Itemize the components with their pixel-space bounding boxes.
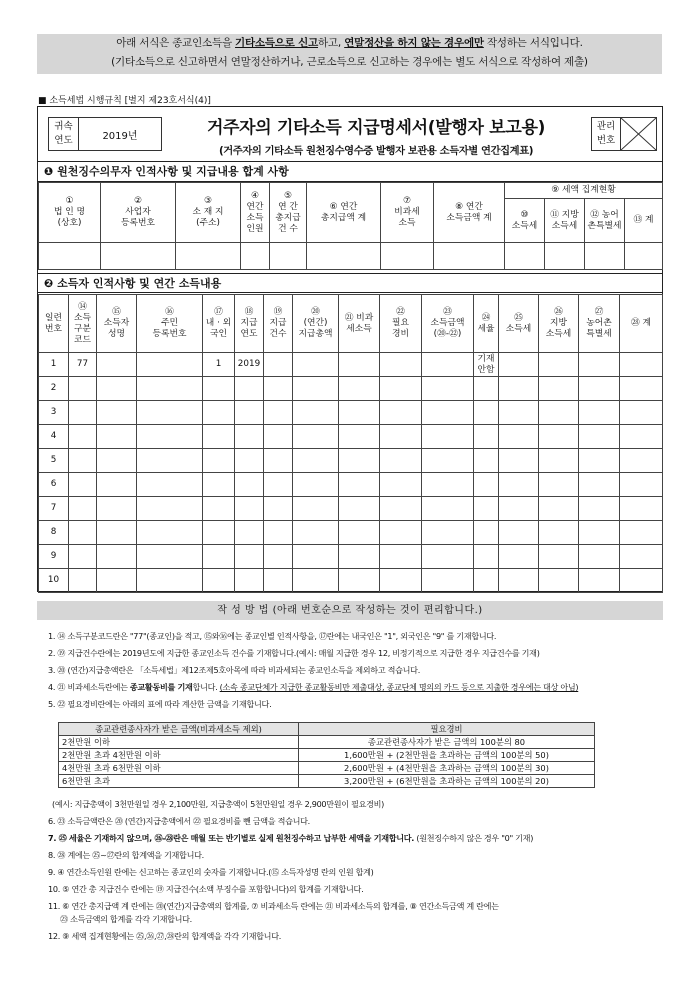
earner-cell[interactable]: [620, 449, 663, 473]
guide-item-6: 6. ㉓ 소득금액란은 ⑳ (연간)지급총액에서 ㉒ 필요경비를 뺀 금액을 적습니다.: [48, 816, 310, 826]
earner-cell[interactable]: [97, 521, 137, 545]
earner-cell[interactable]: [203, 473, 235, 497]
earner-cell[interactable]: [264, 401, 293, 425]
income-earner-table: [38, 294, 663, 593]
guide-item-5: 5. ㉒ 필요경비란에는 아래의 표에 따라 계산한 금액을 기재합니다.: [48, 699, 272, 709]
earner-cell[interactable]: [264, 425, 293, 449]
earner-cell[interactable]: [620, 569, 663, 593]
earner-cell[interactable]: [69, 545, 97, 569]
earner-cell[interactable]: [339, 473, 380, 497]
form-subtitle: (거주자의 기타소득 원천징수영수증 발행자 보관용 소득자별 연간집계표): [218, 145, 534, 157]
guide-emphasis: 7. ㉕ 세율은 기재하지 않으며, ㉖-㉘란은 매월 또는 반기별로 실제 원천징수하고 납부한 세액을 기재합니다.: [48, 833, 415, 843]
earner-cell[interactable]: [474, 425, 499, 449]
s2-header-cell: ㉔ 세율: [474, 295, 499, 353]
earner-cell[interactable]: [203, 401, 235, 425]
s2-header-cell: ㉗ 농어촌 특별세: [579, 295, 620, 353]
earner-cell[interactable]: [137, 521, 203, 545]
earner-cell[interactable]: [474, 473, 499, 497]
calc-range-cell: 2천만원 초과 4천만원 이하: [59, 749, 299, 762]
earner-cell[interactable]: [339, 353, 380, 377]
earner-cell[interactable]: [235, 377, 264, 401]
earner-row: [39, 521, 663, 545]
earner-cell[interactable]: [293, 497, 339, 521]
earner-cell[interactable]: [69, 569, 97, 593]
earner-cell[interactable]: [474, 377, 499, 401]
earner-cell[interactable]: [539, 401, 579, 425]
earner-cell[interactable]: [380, 473, 422, 497]
calc-expense-cell: 2,600만원 + (4천만원을 초과하는 금액의 100분의 30): [299, 762, 595, 775]
row-number: 2: [39, 377, 69, 401]
earner-cell[interactable]: [264, 497, 293, 521]
earner-cell[interactable]: [137, 377, 203, 401]
earner-cell[interactable]: [137, 545, 203, 569]
s1-entry-cell[interactable]: [381, 243, 434, 270]
calc-expense-cell: 3,200만원 + (6천만원을 초과하는 금액의 100분의 20): [299, 775, 595, 788]
s2-header-cell: ⑮ 소득자 성명: [97, 295, 137, 353]
guide-item-9: 9. ④ 연간소득인원 란에는 신고하는 종교인의 숫자를 기재합니다.(⑮ 소득자성명 란의 인원 합계): [48, 867, 374, 877]
s1-entry-cell[interactable]: [434, 243, 505, 270]
earner-cell[interactable]: [380, 569, 422, 593]
earner-cell[interactable]: [422, 449, 474, 473]
earner-cell[interactable]: [235, 569, 264, 593]
earner-cell[interactable]: [264, 569, 293, 593]
earner-cell[interactable]: [380, 449, 422, 473]
earner-cell[interactable]: 기재 안함: [474, 353, 499, 377]
s2-header-cell: ⑲ 지급 건수: [264, 295, 293, 353]
guide-item-2: 2. ⑲ 지급건수란에는 2019년도에 지급한 종교인소득 건수를 기재합니다.(예시: 매월 지급한 경우 12, 비정기적으로 지급한 경우 지급건수를 기재): [48, 648, 540, 658]
s2-header-cell: ⑱ 지급 연도: [235, 295, 264, 353]
earner-cell[interactable]: 1: [203, 353, 235, 377]
s1-header-cell: ③ 소 재 지 (주소): [176, 183, 241, 243]
s1-entry-cell[interactable]: [39, 243, 101, 270]
earner-cell[interactable]: [293, 353, 339, 377]
tax-summary-group-header: ⑨ 세액 집계현황: [505, 183, 663, 199]
row-number: 10: [39, 569, 69, 593]
s1-header-cell: ⑦ 비과세 소득: [381, 183, 434, 243]
earner-cell[interactable]: [380, 521, 422, 545]
earner-cell[interactable]: [499, 545, 539, 569]
s1-header-cell: ⑫ 농어 촌특별세: [585, 199, 625, 243]
earner-cell[interactable]: [579, 353, 620, 377]
earner-cell[interactable]: [137, 497, 203, 521]
notice-line-1: [37, 34, 662, 53]
earner-cell[interactable]: [499, 377, 539, 401]
guide-item-1: 1. ⑭ 소득구분코드란은 "77"(종교인)을 적고, ⑮와⑯에는 종교인별 인적사항을, ⑰란에는 내국인은 "1", 외국인은 "9" 를 기재합니다.: [48, 631, 497, 641]
earner-cell[interactable]: [203, 521, 235, 545]
earner-cell[interactable]: [235, 425, 264, 449]
earner-cell[interactable]: [97, 377, 137, 401]
s1-entry-cell[interactable]: [585, 243, 625, 270]
earner-cell[interactable]: [137, 353, 203, 377]
earner-cell[interactable]: [579, 377, 620, 401]
s1-header-cell: ⑩ 소득세: [505, 199, 545, 243]
earner-row: [39, 353, 663, 377]
earner-cell[interactable]: [339, 497, 380, 521]
row-number: 5: [39, 449, 69, 473]
calc-expense-cell: 종교관련종사자가 받은 금액의 100분의 80: [299, 736, 595, 749]
earner-cell[interactable]: [339, 401, 380, 425]
earner-cell[interactable]: [620, 473, 663, 497]
earner-cell[interactable]: [137, 449, 203, 473]
earner-cell[interactable]: [380, 497, 422, 521]
earner-cell[interactable]: [539, 377, 579, 401]
earner-cell[interactable]: [499, 569, 539, 593]
earner-cell[interactable]: [264, 521, 293, 545]
earner-cell[interactable]: [380, 401, 422, 425]
earner-cell[interactable]: [97, 473, 137, 497]
earner-cell[interactable]: [499, 497, 539, 521]
earner-cell[interactable]: [97, 569, 137, 593]
s1-entry-cell[interactable]: [545, 243, 585, 270]
earner-cell[interactable]: [97, 497, 137, 521]
earner-cell[interactable]: [422, 569, 474, 593]
earner-cell[interactable]: [539, 425, 579, 449]
earner-cell[interactable]: [235, 497, 264, 521]
earner-cell[interactable]: [203, 545, 235, 569]
guide-item-11: 11. ⑥ 연간 총지급액 계 란에는 ⑳(연간)지급총액의 합계를, ⑦ 비과세소득 란에는 ㉑ 비과세소득의 합계를, ⑧ 연간소득금액 계 란에는: [48, 901, 499, 911]
earner-cell[interactable]: [579, 449, 620, 473]
attribution-year-value: 2019년: [102, 130, 138, 142]
section2-heading: ❷ 소득자 인적사항 및 연간 소득내용: [38, 273, 662, 293]
earner-cell[interactable]: [203, 569, 235, 593]
earner-cell[interactable]: [137, 473, 203, 497]
notice-emphasis: 연말정산을 하지 않는 경우에만: [344, 37, 484, 49]
s2-header-row: [39, 295, 663, 353]
earner-cell[interactable]: [474, 569, 499, 593]
s2-header-cell: ㉓ 소득금액 (⑳-㉒): [422, 295, 474, 353]
guide-example: (예시: 지급총액이 3천만원일 경우 2,100만원, 지급총액이 5천만원일 경우 2,900만원이 필요경비): [52, 799, 385, 809]
earner-row: [39, 449, 663, 473]
earner-cell[interactable]: [293, 425, 339, 449]
earner-cell[interactable]: [293, 569, 339, 593]
attribution-year-label: 귀속 연도: [49, 118, 79, 150]
earner-cell[interactable]: [235, 473, 264, 497]
earner-cell[interactable]: [293, 449, 339, 473]
earner-cell[interactable]: [539, 569, 579, 593]
s1-entry-cell[interactable]: [101, 243, 176, 270]
earner-cell[interactable]: [422, 425, 474, 449]
earner-cell[interactable]: [264, 353, 293, 377]
earner-cell[interactable]: [69, 473, 97, 497]
s2-body: [39, 353, 663, 593]
s1-header-cell: ② 사업자 등록번호: [101, 183, 176, 243]
guide-item-10: 10. ⑤ 연간 총 지급건수 란에는 ⑲ 지급건수(소액 부징수를 포함합니다)의 합계를 기재합니다.: [48, 884, 364, 894]
earner-cell[interactable]: [539, 545, 579, 569]
calc-header-cell: 필요경비: [299, 723, 595, 736]
cross-mark-icon: [621, 118, 656, 150]
earner-cell[interactable]: [499, 353, 539, 377]
earner-cell[interactable]: [264, 377, 293, 401]
earner-cell[interactable]: [579, 401, 620, 425]
earner-cell[interactable]: 2019: [235, 353, 264, 377]
earner-cell[interactable]: [620, 425, 663, 449]
s1-data-row: [39, 243, 663, 270]
earner-row: [39, 497, 663, 521]
management-number-label: 관리 번호: [592, 118, 621, 150]
form-header: [38, 107, 662, 162]
earner-cell[interactable]: [539, 449, 579, 473]
earner-cell[interactable]: [620, 545, 663, 569]
row-number: 3: [39, 401, 69, 425]
earner-cell[interactable]: [293, 473, 339, 497]
guide-item-4: [48, 682, 668, 693]
s2-header-cell: ㉕ 소득세: [499, 295, 539, 353]
s1-header-cell: ⑥ 연간 총지급액 계: [307, 183, 381, 243]
earner-cell[interactable]: [97, 353, 137, 377]
guide-underline: (소속 종교단체가 지급한 종교활동비만 제출대상, 종교단체 명의의 카드 등으로 지출한 경우에는 대상 아님): [219, 682, 579, 692]
guide-text: (원천징수하지 않은 경우 "0" 기재): [414, 833, 534, 843]
form-title: 거주자의 기타소득 지급명세서(발행자 보고용): [206, 118, 546, 138]
calc-header-cell: 종교관련종사자가 받은 금액(비과세소득 제외): [59, 723, 299, 736]
notice-text: 하고,: [318, 37, 345, 49]
earner-cell[interactable]: [579, 521, 620, 545]
calc-range-cell: 6천만원 초과: [59, 775, 299, 788]
earner-cell[interactable]: [539, 521, 579, 545]
calc-range-cell: 2천만원 이하: [59, 736, 299, 749]
earner-row: [39, 425, 663, 449]
statement-form: [37, 106, 663, 592]
earner-cell[interactable]: [293, 401, 339, 425]
earner-row: [39, 473, 663, 497]
earner-cell[interactable]: [264, 473, 293, 497]
earner-cell[interactable]: [539, 497, 579, 521]
earner-cell[interactable]: [579, 473, 620, 497]
earner-cell[interactable]: [474, 401, 499, 425]
earner-cell[interactable]: [69, 401, 97, 425]
earner-cell[interactable]: [620, 353, 663, 377]
earner-cell[interactable]: [235, 521, 264, 545]
earner-row: [39, 377, 663, 401]
earner-row: [39, 569, 663, 593]
earner-cell[interactable]: [339, 449, 380, 473]
earner-cell[interactable]: [203, 449, 235, 473]
earner-cell[interactable]: [339, 569, 380, 593]
notice-text: 아래 서식은 종교인소득을: [116, 37, 236, 49]
row-number: 9: [39, 545, 69, 569]
earner-cell[interactable]: [293, 521, 339, 545]
earner-cell[interactable]: [380, 353, 422, 377]
earner-cell[interactable]: [579, 545, 620, 569]
notice-banner: [37, 34, 662, 74]
s1-header-cell: ⑤ 연 간 총지급 건 수: [270, 183, 307, 243]
earner-cell[interactable]: [579, 497, 620, 521]
guide-emphasis: 종교활동비를 기재: [129, 682, 193, 692]
earner-cell[interactable]: [499, 521, 539, 545]
s1-header-cell: ⑪ 지방 소득세: [545, 199, 585, 243]
earner-cell[interactable]: [97, 449, 137, 473]
earner-cell[interactable]: 77: [69, 353, 97, 377]
section1-heading: ❶ 원천징수의무자 인적사항 및 지급내용 합계 사항: [38, 162, 662, 182]
row-number: 1: [39, 353, 69, 377]
earner-cell[interactable]: [69, 521, 97, 545]
legal-reference: ■ 소득세법 시행규칙 [별지 제23호서식(4)]: [38, 96, 211, 106]
earner-cell[interactable]: [474, 449, 499, 473]
earner-cell[interactable]: [293, 545, 339, 569]
notice-text: 작성하는 서식입니다.: [483, 37, 583, 49]
earner-cell[interactable]: [203, 425, 235, 449]
earner-cell[interactable]: [380, 545, 422, 569]
earner-cell[interactable]: [499, 425, 539, 449]
s2-header-cell: 일련 번호: [39, 295, 69, 353]
earner-cell[interactable]: [422, 401, 474, 425]
earner-cell[interactable]: [474, 497, 499, 521]
s1-entry-cell[interactable]: [505, 243, 545, 270]
guide-heading: 작 성 방 법 (아래 번호순으로 작성하는 것이 편리합니다.): [37, 601, 663, 620]
s2-header-cell: ⑰ 내 · 외 국인: [203, 295, 235, 353]
s1-entry-cell[interactable]: [241, 243, 270, 270]
guide-item-8: 8. ㉘ 계에는 ㉕~㉗란의 합계액을 기재합니다.: [48, 850, 204, 860]
calc-expense-cell: 1,600만원 + (2천만원을 초과하는 금액의 100분의 50): [299, 749, 595, 762]
s1-entry-cell[interactable]: [270, 243, 307, 270]
s1-entry-cell[interactable]: [176, 243, 241, 270]
earner-cell[interactable]: [380, 377, 422, 401]
row-number: 7: [39, 497, 69, 521]
earner-cell[interactable]: [579, 569, 620, 593]
earner-cell[interactable]: [422, 377, 474, 401]
notice-emphasis: 기타소득으로 신고: [235, 37, 319, 49]
notice-line-2: (기타소득으로 신고하면서 연말정산하거나, 근로소득으로 신고하는 경우에는 별도 서식으로 작성하여 제출): [111, 56, 588, 68]
earner-cell[interactable]: [579, 425, 620, 449]
row-number: 8: [39, 521, 69, 545]
attribution-year-box: [48, 117, 162, 151]
earner-cell[interactable]: [203, 497, 235, 521]
s2-header-cell: ㉖ 지방 소득세: [539, 295, 579, 353]
earner-row: [39, 401, 663, 425]
earner-cell[interactable]: [620, 377, 663, 401]
earner-cell[interactable]: [499, 473, 539, 497]
earner-cell[interactable]: [339, 377, 380, 401]
guide-item-12: 12. ⑨ 세액 집계현황에는 ㉕,㉖,㉗,㉘란의 합계액을 각각 기재합니다.: [48, 931, 281, 941]
earner-cell[interactable]: [264, 449, 293, 473]
earner-cell[interactable]: [620, 401, 663, 425]
s1-entry-cell[interactable]: [625, 243, 663, 270]
earner-cell[interactable]: [203, 377, 235, 401]
management-number-crossed-box: [621, 118, 656, 150]
earner-cell[interactable]: [422, 521, 474, 545]
earner-cell[interactable]: [539, 353, 579, 377]
earner-cell[interactable]: [97, 425, 137, 449]
guide-text: 합니다.: [192, 682, 220, 692]
earner-cell[interactable]: [235, 449, 264, 473]
earner-cell[interactable]: [422, 545, 474, 569]
earner-cell[interactable]: [474, 521, 499, 545]
earner-cell[interactable]: [620, 521, 663, 545]
s2-header-cell: ㉑ 비과 세소득: [339, 295, 380, 353]
earner-cell[interactable]: [499, 401, 539, 425]
management-number-box: [591, 117, 657, 151]
earner-row: [39, 545, 663, 569]
guide-item-3: 3. ⑳ (연간)지급총액란은 「소득세법」제12조제5호아목에 따라 비과세되는 종교인소득을 제외하고 적습니다.: [48, 665, 420, 675]
s1-header-cell: ④ 연간 소득 인원: [241, 183, 270, 243]
earner-cell[interactable]: [339, 521, 380, 545]
earner-cell[interactable]: [474, 545, 499, 569]
earner-cell[interactable]: [69, 377, 97, 401]
earner-cell[interactable]: [422, 473, 474, 497]
earner-cell[interactable]: [69, 449, 97, 473]
guide-item-11-cont: ㉓ 소득금액의 합계를 각각 기재합니다.: [60, 914, 192, 924]
earner-cell[interactable]: [539, 473, 579, 497]
earner-cell[interactable]: [137, 401, 203, 425]
earner-cell[interactable]: [235, 545, 264, 569]
earner-cell[interactable]: [97, 545, 137, 569]
earner-cell[interactable]: [422, 353, 474, 377]
s2-header-cell: ㉒ 필요 경비: [380, 295, 422, 353]
s2-header-cell: ⑯ 주민 등록번호: [137, 295, 203, 353]
s2-header-cell: ⑭ 소득 구분 코드: [69, 295, 97, 353]
guide-item-7: [48, 833, 668, 844]
earner-cell[interactable]: [69, 425, 97, 449]
earner-cell[interactable]: [339, 545, 380, 569]
s1-header-cell: ⑧ 연간 소득금액 계: [434, 183, 505, 243]
s1-header-cell: ⑬ 계: [625, 199, 663, 243]
s1-entry-cell[interactable]: [307, 243, 381, 270]
guide-text: 4. ㉑ 비과세소득란에는: [48, 682, 130, 692]
earner-cell[interactable]: [380, 425, 422, 449]
earner-cell[interactable]: [97, 401, 137, 425]
earner-cell[interactable]: [235, 401, 264, 425]
earner-cell[interactable]: [339, 425, 380, 449]
calc-range-cell: 4천만원 초과 6천만원 이하: [59, 762, 299, 775]
earner-cell[interactable]: [137, 425, 203, 449]
earner-cell[interactable]: [264, 545, 293, 569]
row-number: 4: [39, 425, 69, 449]
earner-cell[interactable]: [620, 497, 663, 521]
row-number: 6: [39, 473, 69, 497]
s2-header-cell: ㉘ 계: [620, 295, 663, 353]
necessary-expense-table: [58, 722, 595, 788]
earner-cell[interactable]: [69, 497, 97, 521]
s1-header-cell: ① 법 인 명 (상호): [39, 183, 101, 243]
withholder-summary-table: [38, 182, 663, 270]
s2-header-cell: ⑳ (연간) 지급총액: [293, 295, 339, 353]
earner-cell[interactable]: [293, 377, 339, 401]
earner-cell[interactable]: [422, 497, 474, 521]
earner-cell[interactable]: [499, 449, 539, 473]
earner-cell[interactable]: [137, 569, 203, 593]
